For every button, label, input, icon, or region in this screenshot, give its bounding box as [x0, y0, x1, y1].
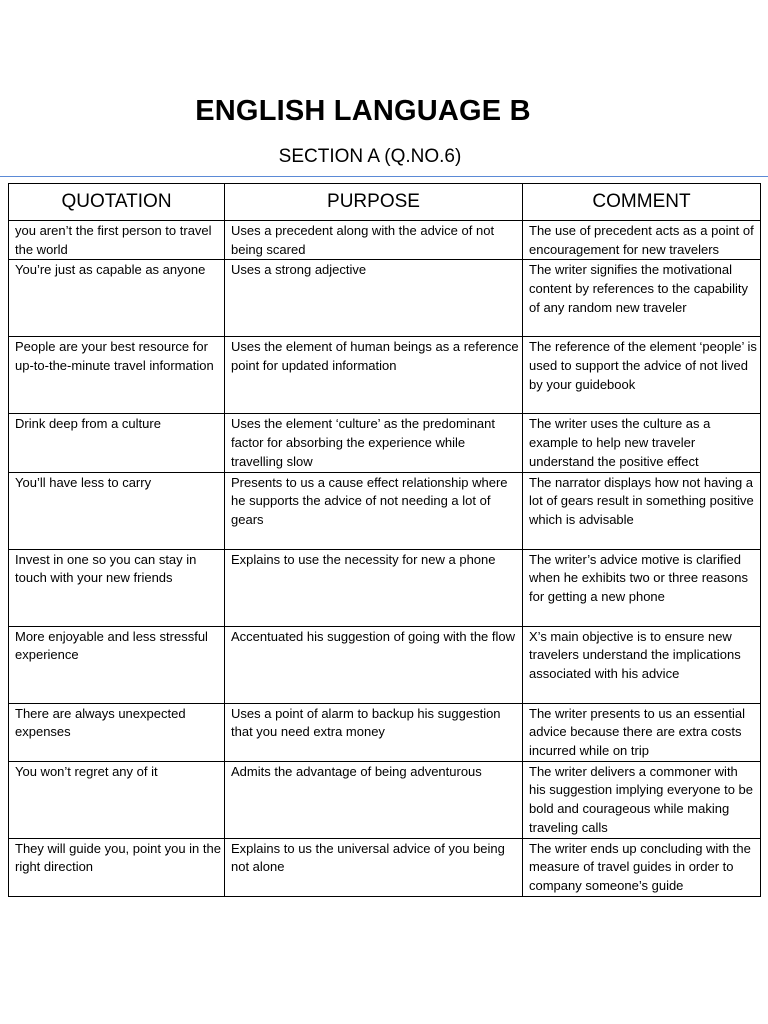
quotation-cell: They will guide you, point you in the right direction	[9, 838, 225, 896]
purpose-cell: Uses the element ‘culture’ as the predominant factor for absorbing the experience while travelling slow	[225, 414, 523, 472]
table-row	[9, 703, 761, 761]
column-header-comment: COMMENT	[523, 184, 761, 221]
comment-cell: X’s main objective is to ensure new travelers understand the implications associated with his advice	[523, 626, 761, 703]
comment-cell: The use of precedent acts as a point of encouragement for new travelers	[523, 221, 761, 260]
comment-cell: The writer delivers a commoner with his suggestion implying everyone to be bold and courageous while making traveling calls	[523, 761, 761, 838]
purpose-cell: Explains to use the necessity for new a phone	[225, 549, 523, 626]
column-header-purpose: PURPOSE	[225, 184, 523, 221]
document-title: ENGLISH LANGUAGE B	[195, 95, 531, 127]
table-row	[9, 337, 761, 414]
purpose-cell: Uses a point of alarm to backup his suggestion that you need extra money	[225, 703, 523, 761]
quotation-cell: There are always unexpected expenses	[9, 703, 225, 761]
quotation-cell: You’re just as capable as anyone	[9, 260, 225, 337]
quotation-cell: Drink deep from a culture	[9, 414, 225, 472]
purpose-cell: Uses a strong adjective	[225, 260, 523, 337]
table-row	[9, 549, 761, 626]
comment-cell: The writer ends up concluding with the measure of travel guides in order to company someone’s guide	[523, 838, 761, 896]
section-subtitle: SECTION A (Q.NO.6)	[278, 146, 462, 167]
quotation-cell: Invest in one so you can stay in touch with your new friends	[9, 549, 225, 626]
table-row	[9, 221, 761, 260]
table-header-row	[9, 184, 761, 221]
comment-cell: The writer’s advice motive is clarified when he exhibits two or three reasons for getting a new phone	[523, 549, 761, 626]
purpose-cell: Uses a precedent along with the advice of not being scared	[225, 221, 523, 260]
table-row	[9, 260, 761, 337]
table-row	[9, 838, 761, 896]
comment-cell: The writer presents to us an essential advice because there are extra costs incurred while on trip	[523, 703, 761, 761]
purpose-cell: Presents to us a cause effect relationship where he supports the advice of not needing a lot of gears	[225, 472, 523, 549]
quotation-table	[8, 183, 761, 897]
comment-cell: The narrator displays how not having a lot of gears result in something positive which is advisable	[523, 472, 761, 549]
quotation-cell: you aren’t the first person to travel the world	[9, 221, 225, 260]
purpose-cell: Admits the advantage of being adventurous	[225, 761, 523, 838]
comment-cell: The writer uses the culture as a example to help new traveler understand the positive effect	[523, 414, 761, 472]
table-row	[9, 472, 761, 549]
quotation-cell: More enjoyable and less stressful experience	[9, 626, 225, 703]
comment-cell: The reference of the element ‘people’ is used to support the advice of not lived by your guidebook	[523, 337, 761, 414]
table-row	[9, 761, 761, 838]
column-header-quotation: QUOTATION	[9, 184, 225, 221]
purpose-cell: Accentuated his suggestion of going with the flow	[225, 626, 523, 703]
quotation-cell: You won’t regret any of it	[9, 761, 225, 838]
quotation-cell: People are your best resource for up-to-the-minute travel information	[9, 337, 225, 414]
quotation-cell: You’ll have less to carry	[9, 472, 225, 549]
header-divider	[0, 176, 768, 177]
table-row	[9, 414, 761, 472]
table-row	[9, 626, 761, 703]
purpose-cell: Uses the element of human beings as a reference point for updated information	[225, 337, 523, 414]
purpose-cell: Explains to us the universal advice of you being not alone	[225, 838, 523, 896]
comment-cell: The writer signifies the motivational content by references to the capability of any random new traveler	[523, 260, 761, 337]
